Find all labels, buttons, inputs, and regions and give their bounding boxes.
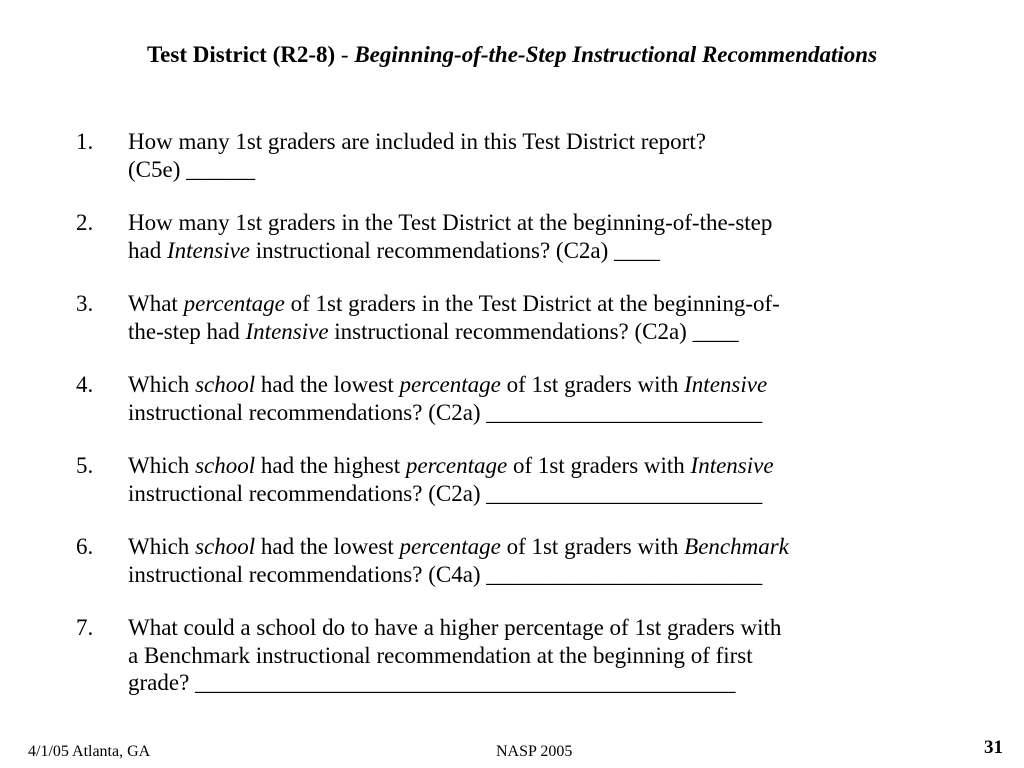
emphasis-text: percentage — [399, 372, 501, 397]
question-4 — [76, 371, 956, 426]
text-run: the-step had — [128, 318, 246, 344]
question-number: 5. — [76, 453, 94, 478]
emphasis-text: percentage — [183, 291, 285, 316]
text-run: had the lowest — [255, 372, 400, 397]
text-run: had the lowest — [255, 534, 400, 559]
page-number: 31 — [984, 737, 1003, 758]
text-run: What — [128, 291, 184, 316]
emphasis-text: percentage — [399, 534, 501, 559]
question-line: grade? _______________________________________________ — [128, 670, 736, 695]
footer-date-location: 4/1/05 Atlanta, GA — [28, 743, 151, 760]
emphasis-text: school — [195, 534, 256, 559]
slide-title — [0, 40, 1024, 70]
question-7 — [76, 614, 956, 697]
text-run: instructional recommendations? (C2a) ____ — [328, 318, 739, 344]
question-line: (C5e) ______ — [128, 156, 256, 182]
question-6 — [76, 533, 956, 588]
emphasis-text: Benchmark — [684, 534, 789, 559]
question-line: instructional recommendations? (C2a) ________________________ — [128, 480, 763, 506]
emphasis-text: Intensive — [684, 372, 768, 397]
question-line — [128, 318, 956, 346]
text-run: Which — [128, 453, 196, 478]
emphasis-text: school — [195, 453, 256, 478]
question-line: instructional recommendations? (C2a) ________________________ — [128, 399, 763, 425]
question-2 — [76, 209, 956, 264]
question-3 — [76, 290, 956, 345]
question-line: What could a school do to have a higher percentage of 1st graders with — [128, 615, 782, 640]
text-run: of 1st graders with — [500, 372, 685, 397]
question-number: 1. — [76, 129, 94, 154]
question-line — [128, 452, 956, 480]
question-line: instructional recommendations? (C4a) ________________________ — [128, 561, 763, 587]
question-line: a Benchmark instructional recommendation at the beginning of first — [128, 642, 753, 668]
emphasis-text: school — [195, 372, 256, 397]
title-separator: - — [335, 42, 355, 67]
emphasis-text: Intensive — [690, 453, 774, 478]
text-run: of 1st graders with — [500, 534, 685, 559]
question-number: 3. — [76, 291, 94, 316]
question-line — [128, 290, 956, 318]
text-run: had the highest — [255, 453, 406, 478]
question-number: 6. — [76, 534, 94, 559]
question-line: How many 1st graders in the Test District at the beginning-of-the-step — [128, 210, 773, 235]
question-1 — [76, 128, 956, 183]
question-line — [128, 237, 956, 265]
footer-event: NASP 2005 — [496, 743, 573, 760]
text-run: instructional recommendations? (C2a) ____ — [249, 237, 661, 263]
title-subject: Beginning-of-the-Step Instructional Recommendations — [354, 42, 878, 67]
text-run: Which — [128, 372, 196, 397]
title-district: Test District (R2-8) — [146, 42, 336, 67]
question-list — [76, 128, 956, 723]
emphasis-text: Intensive — [166, 237, 250, 263]
question-number: 4. — [76, 372, 94, 397]
emphasis-text: percentage — [405, 453, 508, 478]
emphasis-text: Intensive — [245, 318, 329, 344]
text-run: of 1st graders in the Test District at the beginning-of- — [284, 291, 780, 316]
question-line — [128, 533, 956, 561]
question-number: 2. — [76, 210, 94, 235]
text-run: of 1st graders with — [507, 453, 691, 478]
question-line — [128, 371, 956, 399]
question-5 — [76, 452, 956, 507]
text-run: had — [128, 237, 167, 263]
question-line: How many 1st graders are included in this Test District report? — [128, 129, 706, 154]
question-number: 7. — [76, 615, 94, 640]
text-run: Which — [128, 534, 196, 559]
